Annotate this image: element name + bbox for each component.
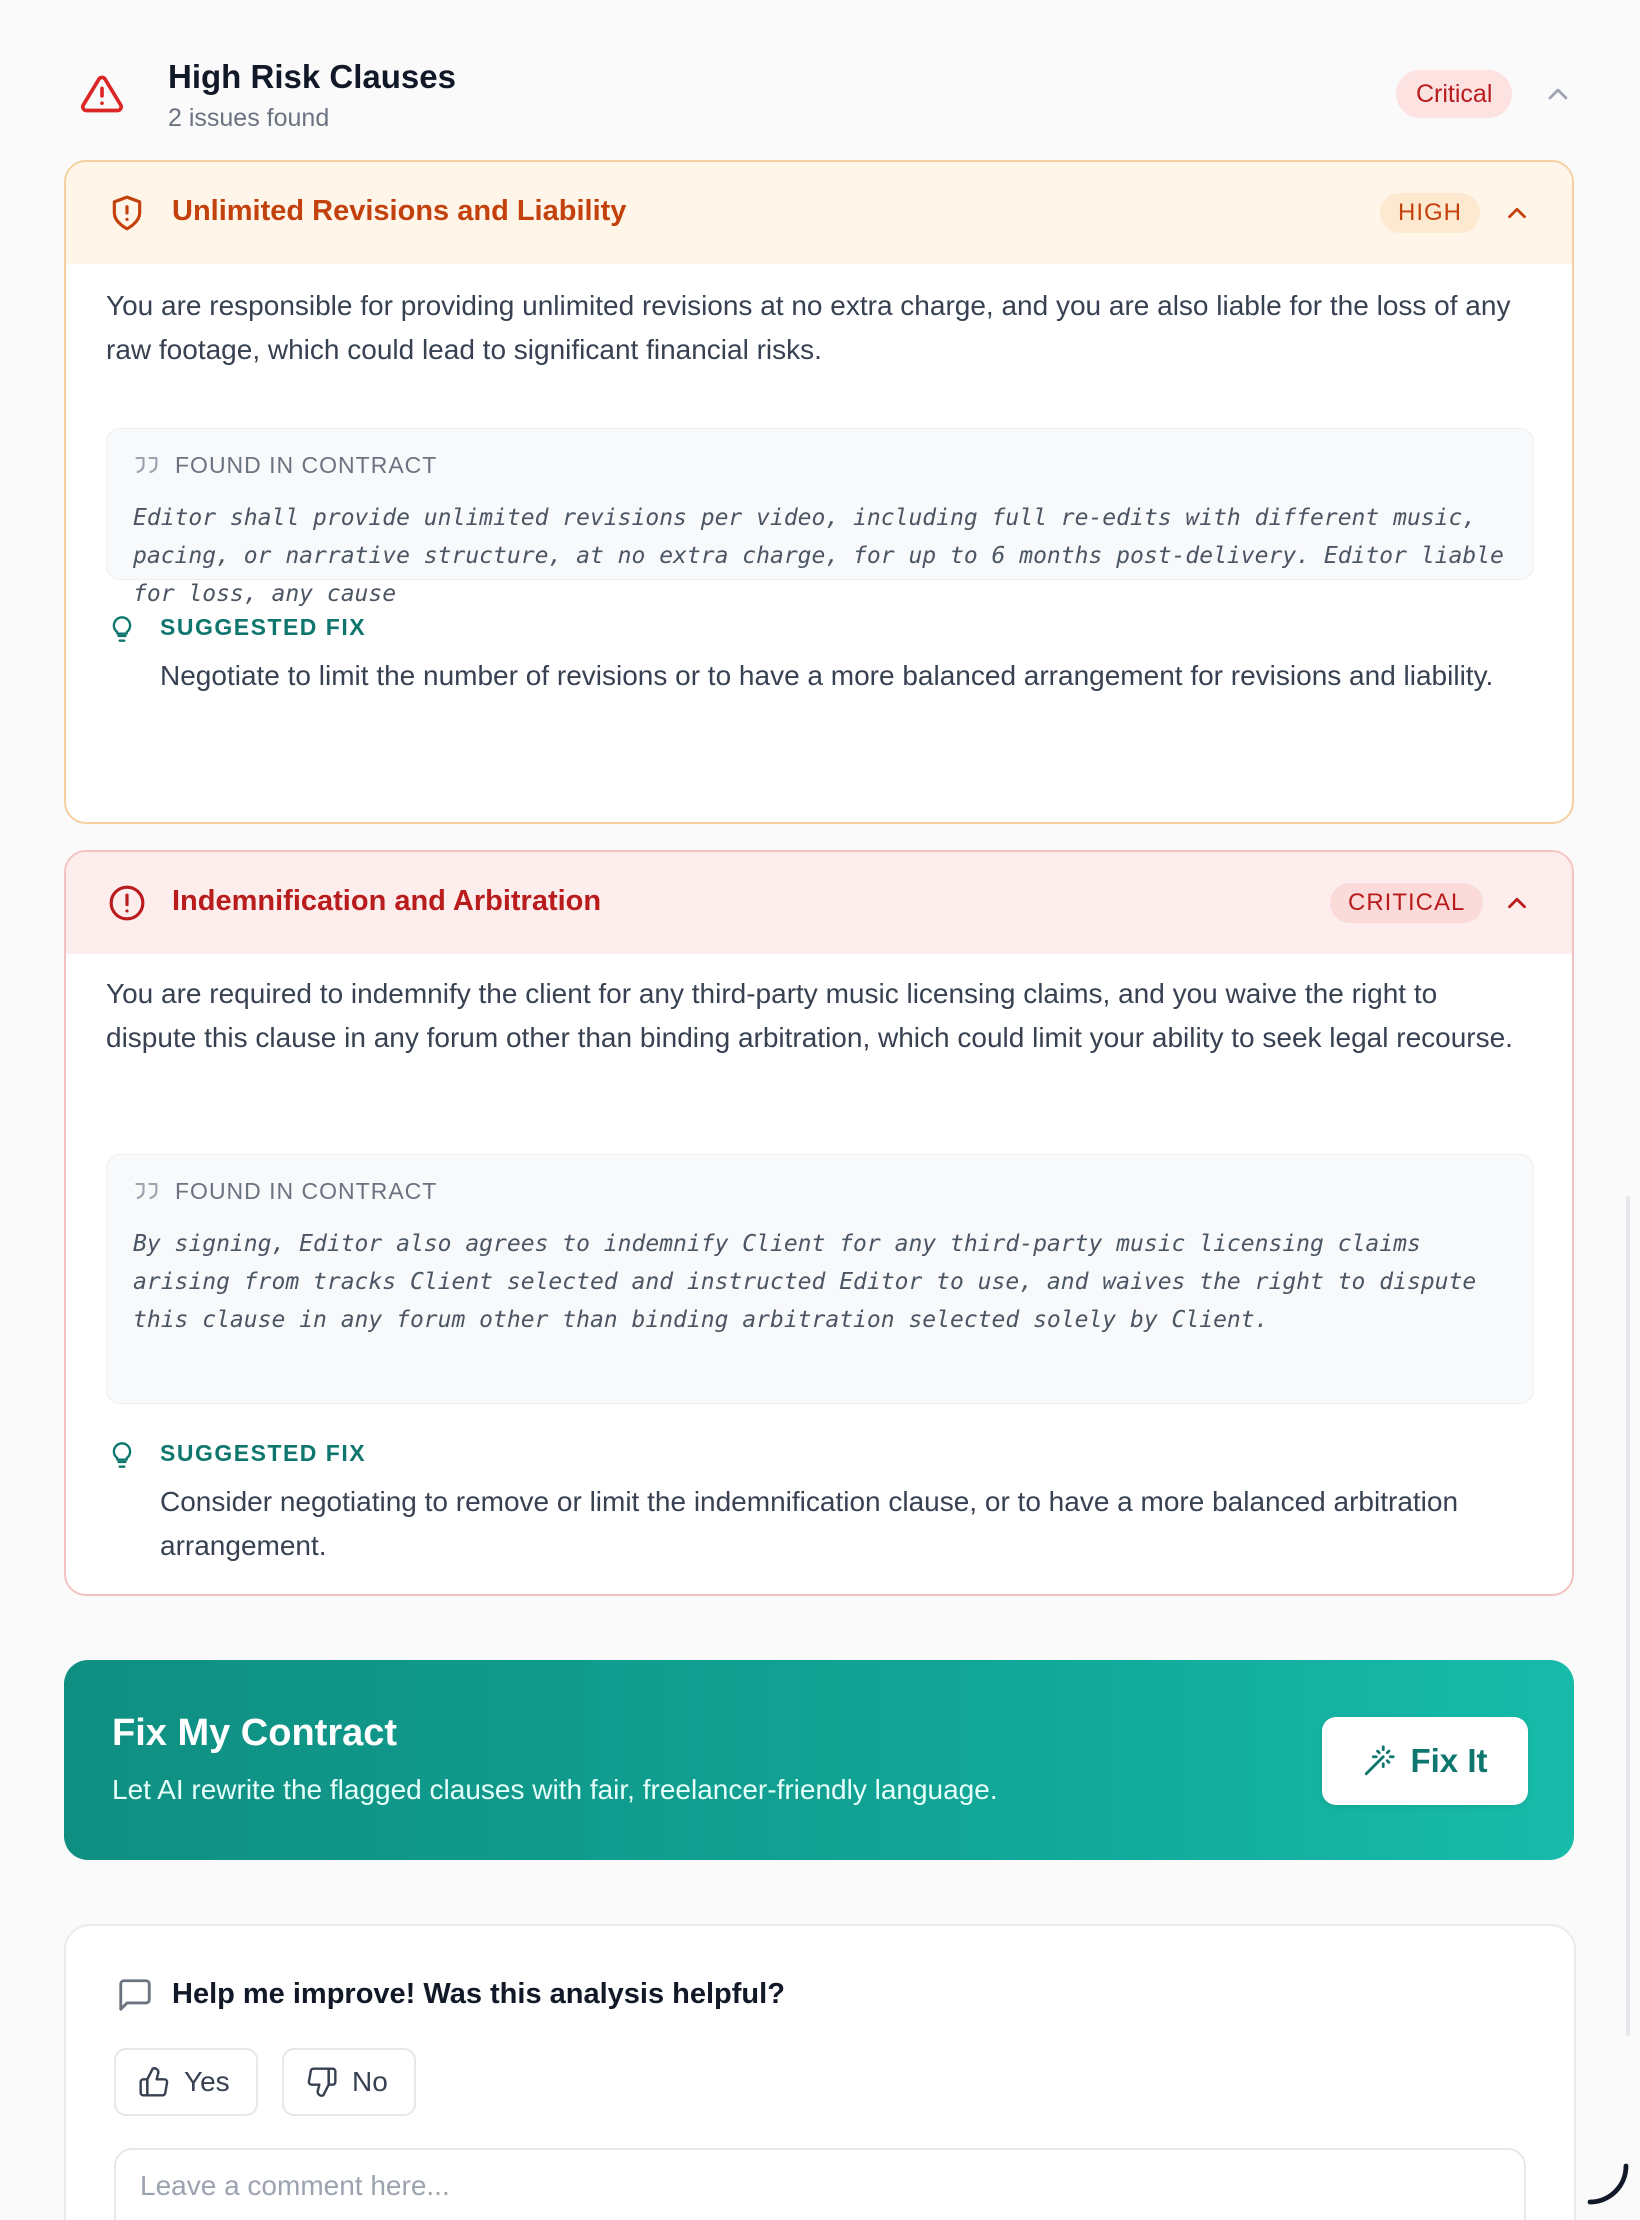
scrollbar[interactable] (1626, 1196, 1630, 2036)
found-in-contract-label (133, 1177, 437, 1205)
lightbulb-icon (108, 1438, 136, 1472)
contract-quote-box (106, 1154, 1534, 1404)
severity-badge: CRITICAL (1330, 883, 1483, 923)
loading-spinner-icon (1584, 2160, 1632, 2208)
warning-triangle-icon (80, 72, 124, 116)
contract-quote-box (106, 428, 1534, 607)
comment-input[interactable] (114, 2148, 1526, 2220)
chevron-up-icon[interactable] (1502, 888, 1532, 918)
cta-title: Fix My Contract (112, 1712, 398, 1754)
quote-icon (133, 1177, 161, 1205)
section-header[interactable] (64, 48, 1572, 148)
severity-badge: HIGH (1380, 193, 1480, 233)
found-in-contract-label (133, 451, 437, 479)
magic-wand-icon (1362, 1744, 1396, 1778)
fix-it-label: Fix It (1410, 1742, 1488, 1779)
issue-description: You are required to indemnify the client for any third-party music licensing claims, and you waive the right to dispute this clause in any forum other than binding arbitration, which could limit your ability to seek legal recourse. (106, 978, 1513, 1053)
issue-description: You are responsible for providing unlimited revisions at no extra charge, and you are also liable for the loss of any raw footage, which could lead to significant financial risks. (106, 290, 1511, 365)
fix-it-button[interactable] (1322, 1717, 1528, 1805)
suggested-fix-text: Negotiate to limit the number of revisions or to have a more balanced arrangement for revisions and liability. (160, 660, 1494, 691)
issue-title: Unlimited Revisions and Liability (172, 195, 627, 227)
shield-alert-icon (108, 194, 146, 232)
thumbs-up-icon (138, 2066, 170, 2098)
critical-badge: Critical (1396, 70, 1512, 118)
issue-header[interactable] (66, 852, 1572, 954)
fix-contract-banner (64, 1660, 1574, 1860)
thumbs-down-icon (306, 2066, 338, 2098)
message-square-icon (116, 1976, 154, 2014)
yes-button[interactable] (114, 2048, 258, 2116)
issue-header[interactable] (66, 162, 1572, 264)
issue-card-critical (64, 850, 1574, 1596)
feedback-title: Help me improve! Was this analysis helpful? (172, 1978, 785, 2010)
issue-title: Indemnification and Arbitration (172, 885, 602, 917)
suggested-fix-text: Consider negotiating to remove or limit the indemnification clause, or to have a more balanced arbitration arrangement. (160, 1486, 1459, 1561)
issue-card-high (64, 160, 1574, 824)
contract-quote: By signing, Editor also agrees to indemnify Client for any third-party music licensing claims arising from tracks Client selected and instructed Editor to use, and waives the right to dispute this clause in any forum other than binding arbitration selected solely by Client. (133, 1231, 1477, 1333)
section-title: High Risk Clauses (168, 58, 456, 95)
lightbulb-icon (108, 612, 136, 646)
found-label-text: FOUND IN CONTRACT (175, 451, 438, 478)
no-button[interactable] (282, 2048, 416, 2116)
alert-circle-icon (108, 884, 146, 922)
chevron-up-icon[interactable] (1542, 78, 1574, 110)
suggested-fix-label: SUGGESTED FIX (160, 1440, 367, 1466)
cta-subtitle: Let AI rewrite the flagged clauses with fair, freelancer-friendly language. (112, 1774, 998, 1805)
no-label: No (352, 2066, 388, 2097)
contract-quote: Editor shall provide unlimited revisions per video, including full re-edits with different music, pacing, or narrative structure, at no extra charge, for up to 6 months post-delivery. Editor liable for loss, any cause (133, 505, 1504, 607)
feedback-card (64, 1924, 1576, 2220)
issues-count: 2 issues found (168, 104, 330, 132)
chevron-up-icon[interactable] (1502, 198, 1532, 228)
quote-icon (133, 451, 161, 479)
yes-label: Yes (184, 2066, 230, 2097)
found-label-text: FOUND IN CONTRACT (175, 1177, 438, 1204)
suggested-fix-label: SUGGESTED FIX (160, 614, 367, 640)
